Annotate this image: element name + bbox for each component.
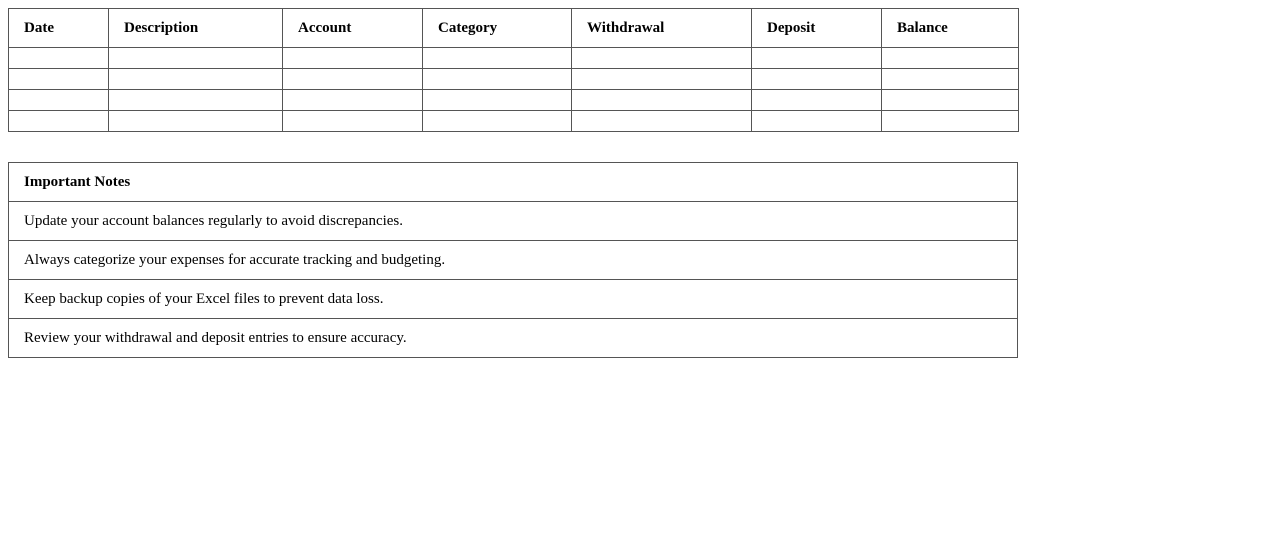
note-row <box>9 202 1018 241</box>
note-item: Review your withdrawal and deposit entries to ensure accuracy. <box>9 319 1018 358</box>
ledger-cell[interactable] <box>9 69 109 90</box>
ledger-cell[interactable] <box>283 111 423 132</box>
ledger-cell[interactable] <box>882 69 1019 90</box>
ledger-cell[interactable] <box>572 69 752 90</box>
note-item: Always categorize your expenses for accurate tracking and budgeting. <box>9 241 1018 280</box>
transaction-ledger-table <box>8 8 1019 132</box>
ledger-cell[interactable] <box>752 69 882 90</box>
note-item: Update your account balances regularly to avoid discrepancies. <box>9 202 1018 241</box>
ledger-cell[interactable] <box>283 69 423 90</box>
ledger-cell[interactable] <box>752 90 882 111</box>
ledger-cell[interactable] <box>9 90 109 111</box>
ledger-cell[interactable] <box>423 111 572 132</box>
ledger-cell[interactable] <box>109 90 283 111</box>
ledger-cell[interactable] <box>882 90 1019 111</box>
column-header-balance: Balance <box>882 9 1019 48</box>
ledger-cell[interactable] <box>572 48 752 69</box>
ledger-row <box>9 48 1019 69</box>
notes-header-row <box>9 163 1018 202</box>
ledger-row <box>9 69 1019 90</box>
ledger-cell[interactable] <box>109 69 283 90</box>
ledger-cell[interactable] <box>109 111 283 132</box>
note-row <box>9 280 1018 319</box>
ledger-cell[interactable] <box>9 111 109 132</box>
column-header-deposit: Deposit <box>752 9 882 48</box>
ledger-cell[interactable] <box>423 48 572 69</box>
column-header-date: Date <box>9 9 109 48</box>
ledger-row <box>9 111 1019 132</box>
ledger-cell[interactable] <box>572 90 752 111</box>
ledger-cell[interactable] <box>9 48 109 69</box>
notes-heading: Important Notes <box>9 163 1018 202</box>
ledger-cell[interactable] <box>882 111 1019 132</box>
ledger-cell[interactable] <box>572 111 752 132</box>
note-row <box>9 241 1018 280</box>
ledger-cell[interactable] <box>423 90 572 111</box>
ledger-row <box>9 90 1019 111</box>
column-header-description: Description <box>109 9 283 48</box>
ledger-cell[interactable] <box>752 48 882 69</box>
note-row <box>9 319 1018 358</box>
note-item: Keep backup copies of your Excel files to prevent data loss. <box>9 280 1018 319</box>
ledger-cell[interactable] <box>283 48 423 69</box>
ledger-cell[interactable] <box>752 111 882 132</box>
ledger-cell[interactable] <box>882 48 1019 69</box>
ledger-cell[interactable] <box>109 48 283 69</box>
ledger-cell[interactable] <box>423 69 572 90</box>
column-header-account: Account <box>283 9 423 48</box>
column-header-withdrawal: Withdrawal <box>572 9 752 48</box>
important-notes-table <box>8 162 1018 358</box>
column-header-category: Category <box>423 9 572 48</box>
ledger-cell[interactable] <box>283 90 423 111</box>
ledger-header-row <box>9 9 1019 48</box>
